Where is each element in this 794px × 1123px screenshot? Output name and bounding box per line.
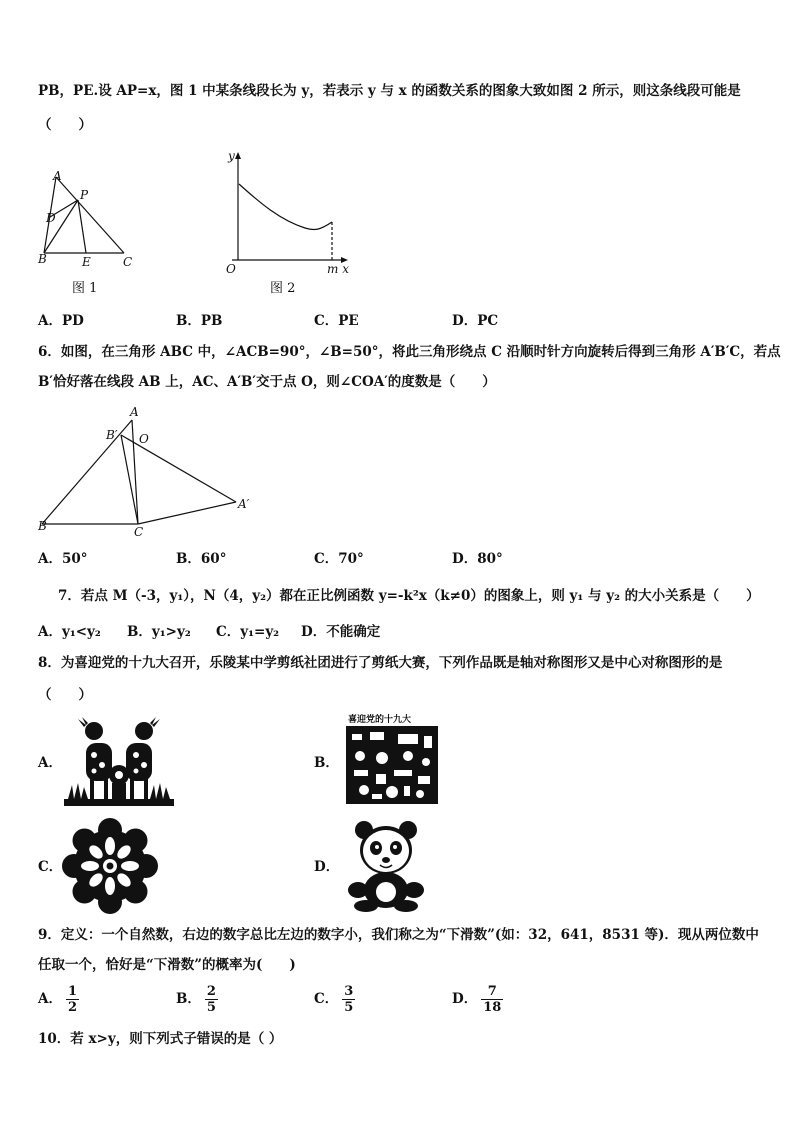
fig2-label-y: y	[228, 149, 235, 163]
q8-option-c: C．	[38, 859, 63, 875]
q6-option-a: A．50°	[38, 551, 88, 567]
q5-stem-line1: PB，PE.设 AP=x，图 1 中某条线段长为 y，若表示 y 与 x 的函数关系的图象大致如图 2 所示，则这条线段可能是	[38, 83, 741, 99]
fig1-caption: 图 1	[72, 281, 98, 296]
q7-option-b: B．y₁>y₂	[127, 624, 191, 640]
fig1-label-D: D	[46, 211, 56, 225]
q9-option-d-letter: D．	[452, 991, 478, 1007]
q5-option-a: A．PD	[38, 313, 84, 329]
flower-papercut-image	[62, 818, 158, 914]
q9-option-b	[176, 984, 218, 1015]
fig6-label-O: O	[139, 432, 149, 446]
q5-stem-line2: （ ）	[38, 117, 92, 133]
seg-PB	[44, 200, 78, 253]
q7-option-c: C．y₁=y₂	[216, 624, 280, 640]
q8-stem-line2: （ ）	[38, 687, 92, 703]
q6-option-c: C．70°	[314, 551, 364, 567]
q8-stem-line1: 8．为喜迎党的十九大召开，乐陵某中学剪纸社团进行了剪纸大赛，下列作品既是轴对称图形又是中心对称图形的是	[38, 655, 723, 671]
party-papercut-image	[342, 712, 442, 808]
fig2-label-mx: m x	[327, 262, 349, 276]
q9-option-a-fraction	[66, 984, 79, 1015]
q9-option-a-numerator: 1	[67, 984, 78, 999]
q9-option-c-fraction	[342, 984, 355, 1015]
q7-option-a: A．y₁<y₂	[38, 624, 101, 640]
q7-stem: 7．若点 M（-3，y₁），N（4，y₂）都在正比例函数 y=-k²x（k≠0）的图象上，则 y₁ 与 y₂ 的大小关系是（ ）	[58, 588, 760, 604]
fig1-label-P: P	[80, 188, 89, 202]
panda-papercut-image	[342, 820, 432, 912]
q9-option-a-letter: A．	[38, 991, 62, 1007]
q5-option-d: D．PC	[452, 313, 499, 329]
fig6-label-Bp: B′	[106, 428, 118, 442]
q6-figure	[36, 402, 266, 542]
q6-stem-line1: 6．如图，在三角形 ABC 中，∠ACB=90°，∠B=50°，将此三角形绕点 C 沿顺时针方向旋转后得到三角形 A′B′C，若点	[38, 344, 781, 360]
seg-PE	[78, 200, 86, 253]
q8-option-d: D．	[314, 859, 340, 875]
fig6-label-A: A	[130, 405, 139, 419]
q9-option-c-letter: C．	[314, 991, 339, 1007]
q9-option-b-letter: B．	[176, 991, 201, 1007]
q6-option-d: D．80°	[452, 551, 503, 567]
q9-stem-line1: 9．定义：一个自然数，右边的数字总比左边的数字小，我们称之为“下滑数”(如：32，641，8531 等)．现从两位数中	[38, 927, 759, 943]
q8-option-b: B．	[314, 755, 339, 771]
fig6-label-B: B	[38, 519, 47, 533]
seg-ApC	[138, 502, 236, 524]
fig1-label-A: A	[53, 169, 62, 183]
fig6-label-Ap: A′	[238, 497, 250, 511]
q10-stem: 10．若 x>y，则下列式子错误的是（ ）	[38, 1031, 283, 1047]
q9-stem-line2: 任取一个，恰好是“下滑数”的概率为( )	[38, 957, 296, 973]
seg-BA	[42, 420, 132, 524]
q9-option-b-numerator: 2	[206, 984, 216, 999]
q5-option-b: B．PB	[176, 313, 223, 329]
q9-option-d	[452, 984, 503, 1015]
seg-AC	[56, 177, 124, 253]
q6-option-b: B．60°	[176, 551, 227, 567]
q5-figure2	[220, 148, 350, 270]
fig6-label-C: C	[134, 525, 144, 539]
q9-option-b-fraction	[205, 984, 218, 1015]
q6-stem-line2: B′恰好落在线段 AB 上，AC、A′B′交于点 O，则∠COA′的度数是（ ）	[38, 374, 496, 390]
function-curve	[239, 184, 332, 230]
q9-option-a	[38, 984, 79, 1015]
fig2-label-O: O	[226, 262, 236, 276]
q9-option-c	[314, 984, 355, 1015]
q9-option-d-numerator: 7	[481, 984, 503, 1000]
deer-papercut-image	[64, 715, 174, 807]
q9-option-d-denominator: 18	[483, 1000, 502, 1015]
fig1-label-B: B	[38, 252, 47, 266]
fig1-label-C: C	[123, 255, 133, 269]
q8-option-a: A．	[38, 755, 62, 771]
papercut-b-text: 喜迎党的十九大	[348, 715, 412, 725]
q9-option-c-numerator: 3	[344, 984, 354, 999]
fig2-caption: 图 2	[270, 281, 296, 296]
q9-option-c-denominator: 5	[344, 1000, 354, 1015]
q7-option-d: D．不能确定	[301, 624, 381, 640]
q5-option-c: C．PE	[314, 313, 359, 329]
q9-option-a-denominator: 2	[67, 1000, 78, 1015]
q9-option-b-denominator: 5	[206, 1000, 216, 1015]
fig1-label-E: E	[82, 255, 91, 269]
q9-option-d-fraction	[481, 984, 503, 1015]
